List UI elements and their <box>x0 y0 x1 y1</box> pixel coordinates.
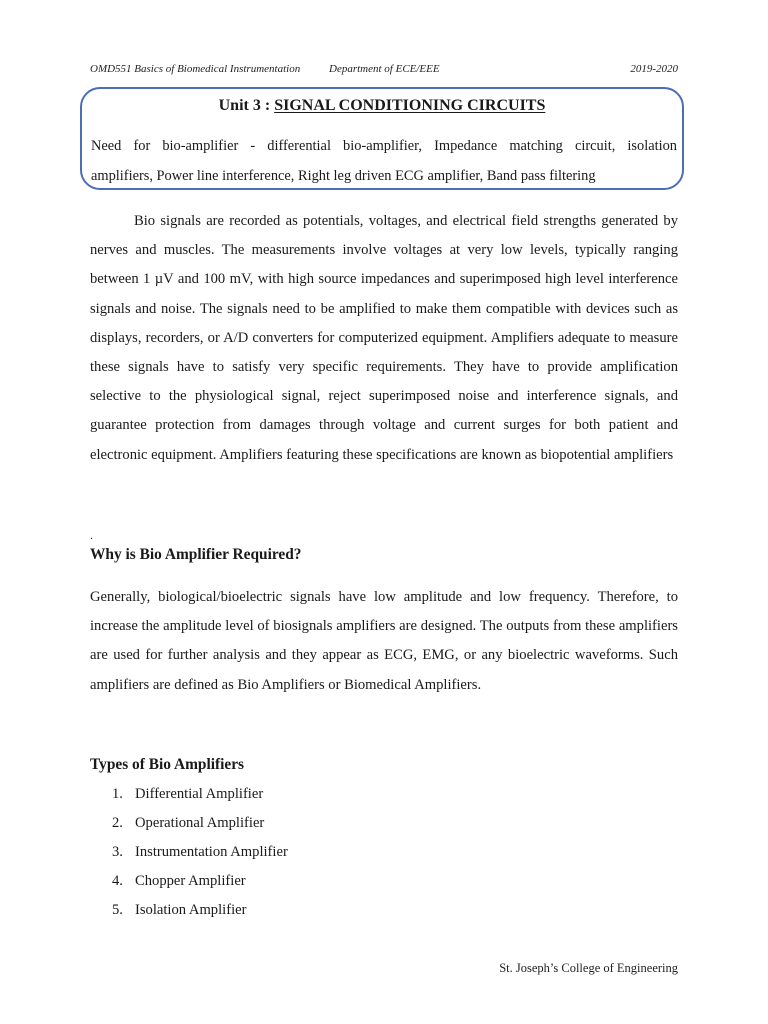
list-item-label: Differential Amplifier <box>135 786 264 802</box>
unit-title <box>82 97 682 115</box>
list-item-number: 4. <box>112 873 123 889</box>
unit-topics-line: Need for bio-amplifier - differential bio-amplifier, Impedance matching circuit, isolation <box>91 138 677 154</box>
list-item-label: Instrumentation Amplifier <box>135 844 288 860</box>
list-item <box>112 896 288 925</box>
section-heading-why-bio-amplifier: Why is Bio Amplifier Required? <box>90 546 302 563</box>
course-title: OMD551 Basics of Biomedical Instrumentation <box>90 63 301 75</box>
stray-dot: . <box>90 528 93 542</box>
unit-subject: SIGNAL CONDITIONING CIRCUITS <box>274 97 546 114</box>
page-footer: St. Joseph’s College of Engineering <box>499 961 678 975</box>
amplifier-types-list <box>112 780 288 925</box>
list-item <box>112 867 288 896</box>
list-item-number: 1. <box>112 786 123 802</box>
unit-topics-line: amplifiers, Power line interference, Right leg driven ECG amplifier, Band pass filtering <box>91 168 596 184</box>
list-item-label: Operational Amplifier <box>135 815 265 831</box>
list-item-label: Chopper Amplifier <box>135 873 246 889</box>
department-name: Department of ECE/EEE <box>329 63 440 75</box>
list-item-label: Isolation Amplifier <box>135 902 247 918</box>
why-bio-amplifier-paragraph: Generally, biological/bioelectric signals have low amplitude and low frequency. Therefore, to increase the amplitude level of biosignals amplifiers are designed. The outputs from these amplifiers are used for further analysis and they appear as ECG, EMG, or any bioelectric waveforms. Such amplifiers are defined as Bio Amplifiers or Biomedical Amplifiers. <box>90 589 678 693</box>
academic-year: 2019-2020 <box>630 63 678 75</box>
unit-topics <box>91 131 677 191</box>
unit-syllabus-box <box>80 87 684 190</box>
list-item <box>112 838 288 867</box>
list-item <box>112 809 288 838</box>
list-item <box>112 780 288 809</box>
intro-paragraph: Bio signals are recorded as potentials, voltages, and electrical field strengths generated by nerves and muscles. The measurements involve voltages at very low levels, typically ranging between 1 µV and 100 mV, with high source impedances and superimposed high level interference signals and noise. The signals need to be amplified to make them compatible with devices such as displays, recorders, or A/D converters for computerized equipment. Amplifiers adequate to measure these signals have to satisfy very specific requirements. They have to provide amplification selective to the physiological signal, reject superimposed noise and interference signals, and guarantee protection from damages through voltage and current surges for both patient and electronic equipment. Amplifiers featuring these specifications are known as biopotential amplifiers <box>90 213 678 463</box>
section-heading-types: Types of Bio Amplifiers <box>90 756 245 773</box>
list-item-number: 5. <box>112 902 123 918</box>
unit-number: Unit 3 : <box>218 97 275 114</box>
list-item-number: 3. <box>112 844 123 860</box>
list-item-number: 2. <box>112 815 123 831</box>
